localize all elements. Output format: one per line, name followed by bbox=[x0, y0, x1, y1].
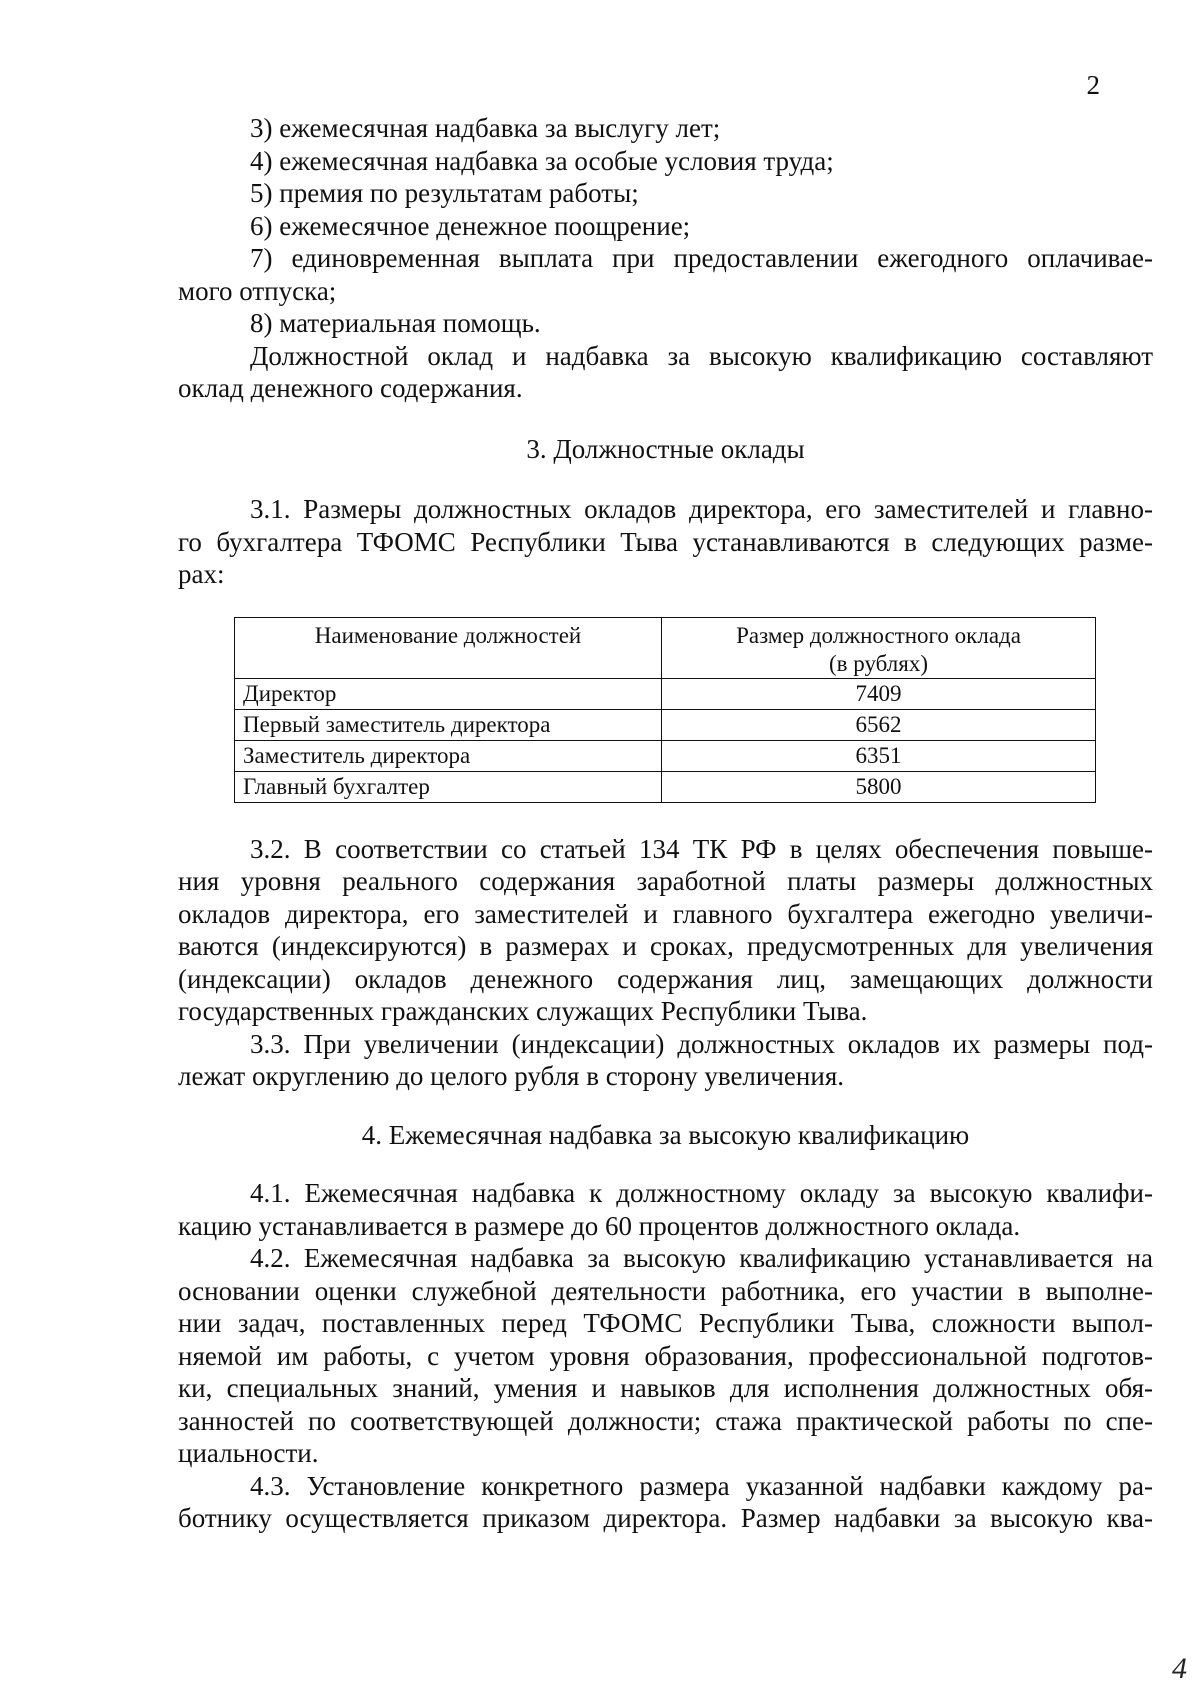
list-item-3: 3) ежемесячная надбавка за выслугу лет; bbox=[250, 113, 721, 143]
table-header-salary bbox=[662, 617, 1096, 678]
p43-line2: ботнику осуществляется приказом директора. Размер надбавки за высокую ква- bbox=[178, 1503, 1153, 1533]
p33-line1: 3.3. При увеличении (индексации) должностных окладов их размеры под- bbox=[250, 1028, 1153, 1059]
table-cell-salary: 5800 bbox=[662, 771, 1096, 802]
section-3-heading: 3. Должностные оклады bbox=[526, 433, 805, 464]
list-item-8: 8) материальная помощь. bbox=[250, 308, 541, 338]
oklad-paragraph-line1: Должностной оклад и надбавка за высокую квалификацию составляют bbox=[250, 340, 1153, 371]
p32-line1: 3.2. В соответствии со статьей 134 ТК РФ в целях обеспечения повыше- bbox=[250, 833, 1153, 864]
table-header-salary-line1: Размер должностного оклада bbox=[736, 622, 1021, 648]
p32-line2: ния уровня реального содержания заработной платы размеры должностных bbox=[178, 866, 1153, 896]
table-header-position: Наименование должностей bbox=[235, 617, 662, 678]
table-header-row bbox=[235, 617, 1096, 678]
table-cell-salary: 6351 bbox=[662, 740, 1096, 771]
list-item-5: 5) премия по результатам работы; bbox=[250, 178, 639, 208]
table-cell-position: Первый заместитель директора bbox=[235, 709, 662, 740]
p41-line2: кацию устанавливается в размере до 60 процентов должностного оклада. bbox=[178, 1210, 1021, 1241]
p32-line6: государственных гражданских служащих Республики Тыва. bbox=[178, 996, 868, 1026]
section-4-heading: 4. Ежемесячная надбавка за высокую квалификацию bbox=[361, 1119, 970, 1150]
table-cell-salary: 7409 bbox=[662, 678, 1096, 709]
p43-line1: 4.3. Установление конкретного размера указанной надбавки каждому ра- bbox=[250, 1470, 1153, 1501]
p42-line7: циальности. bbox=[178, 1438, 319, 1468]
page-number: 2 bbox=[1086, 70, 1100, 100]
p32-line3: окладов директора, его заместителей и главного бухгалтера ежегодно увеличи- bbox=[178, 898, 1153, 929]
list-item-6: 6) ежемесячное денежное поощрение; bbox=[250, 210, 691, 241]
table-row bbox=[235, 740, 1096, 771]
p32-line5: (индексации) окладов денежного содержания лиц, замещающих должности bbox=[178, 963, 1153, 994]
list-item-7-line2: мого отпуска; bbox=[178, 275, 337, 306]
p31-line1: 3.1. Размеры должностных окладов директора, его заместителей и главно- bbox=[250, 494, 1153, 524]
document-body bbox=[178, 112, 1153, 1535]
table-cell-position: Директор bbox=[235, 678, 662, 709]
p42-line3: нии задач, поставленных перед ТФОМС Республики Тыва, сложности выпол- bbox=[178, 1308, 1153, 1338]
p31-line2: го бухгалтера ТФОМС Республики Тыва устанавливаются в следующих разме- bbox=[178, 526, 1153, 557]
p32-line4: ваются (индексируются) в размерах и сроках, предусмотренных для увеличения bbox=[178, 931, 1153, 961]
p33-line2: лежат округлению до целого рубля в сторону увеличения. bbox=[178, 1061, 844, 1091]
p42-line5: ки, специальных знаний, умения и навыков для исполнения должностных обя- bbox=[178, 1373, 1153, 1403]
table-cell-position: Заместитель директора bbox=[235, 740, 662, 771]
p42-line6: занностей по соответствующей должности; стажа практической работы по спе- bbox=[178, 1405, 1153, 1436]
p42-line4: няемой им работы, с учетом уровня образования, профессиональной подготов- bbox=[178, 1340, 1153, 1371]
table-cell-salary: 6562 bbox=[662, 709, 1096, 740]
list-item-4: 4) ежемесячная надбавка за особые условия труда; bbox=[250, 145, 834, 176]
p31-line3: рах: bbox=[178, 559, 225, 589]
table-header-salary-line2: (в рублях) bbox=[828, 650, 928, 676]
p41-line1: 4.1. Ежемесячная надбавка к должностному окладу за высокую квалифи- bbox=[250, 1178, 1153, 1208]
table-row bbox=[235, 771, 1096, 802]
handwritten-page-mark: 4 bbox=[1172, 1652, 1187, 1685]
oklad-paragraph-line2: оклад денежного содержания. bbox=[178, 373, 523, 403]
p42-line2: основании оценки служебной деятельности работника, его участии в выполне- bbox=[178, 1275, 1153, 1306]
table-cell-position: Главный бухгалтер bbox=[235, 771, 662, 802]
salary-table bbox=[234, 617, 1096, 803]
p42-line1: 4.2. Ежемесячная надбавка за высокую квалификацию устанавливается на bbox=[250, 1243, 1153, 1273]
list-item-7-line1: 7) единовременная выплата при предоставлении ежегодного оплачивае- bbox=[250, 243, 1153, 273]
table-row bbox=[235, 678, 1096, 709]
table-row bbox=[235, 709, 1096, 740]
